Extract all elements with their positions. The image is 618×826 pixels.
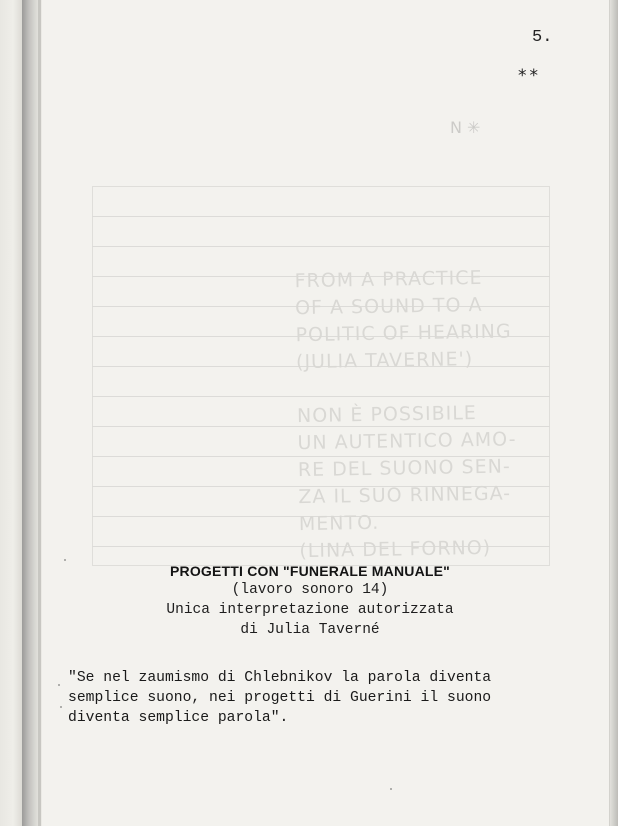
bleed-rule: [92, 216, 550, 217]
quote-paragraph: "Se nel zaumismo di Chlebnikov la parola diventa semplice suono, nei progetti di Guerini il suono diventa semplice parola".: [68, 670, 492, 726]
work-title: PROGETTI CON "FUNERALE MANUALE": [169, 563, 451, 579]
bleed-through-mark: N ✳: [450, 118, 481, 137]
spine-line: [38, 0, 41, 826]
binding-edge: [0, 0, 22, 826]
work-subtitle: (lavoro sonoro 14): [231, 582, 389, 598]
right-page-edge: [610, 0, 618, 826]
page-number: 5.: [532, 28, 553, 47]
paper-speck: [390, 788, 392, 790]
bleed-through-handwriting: FROM A PRACTICE OF A SOUND TO A POLITIC OF HEARING (JULIA TAVERNE') NON È POSSIBILE UN AUTENTICO AMO- RE DEL SUONO SEN- ZA IL SUO RINNEGA- MENTO. (LINA DEL FORNO): [294, 266, 517, 563]
credit-line: Unica interpretazione autorizzata: [166, 602, 454, 618]
paper-speck: [60, 706, 62, 708]
title-block: [130, 562, 490, 640]
credit-name: di Julia Taverné: [240, 622, 380, 638]
bleed-rule: [92, 246, 550, 247]
paper-speck: [64, 559, 66, 561]
paper-speck: [58, 684, 60, 686]
bleed-through-notebook: [92, 186, 550, 566]
asterisk-marks: **: [518, 66, 541, 86]
